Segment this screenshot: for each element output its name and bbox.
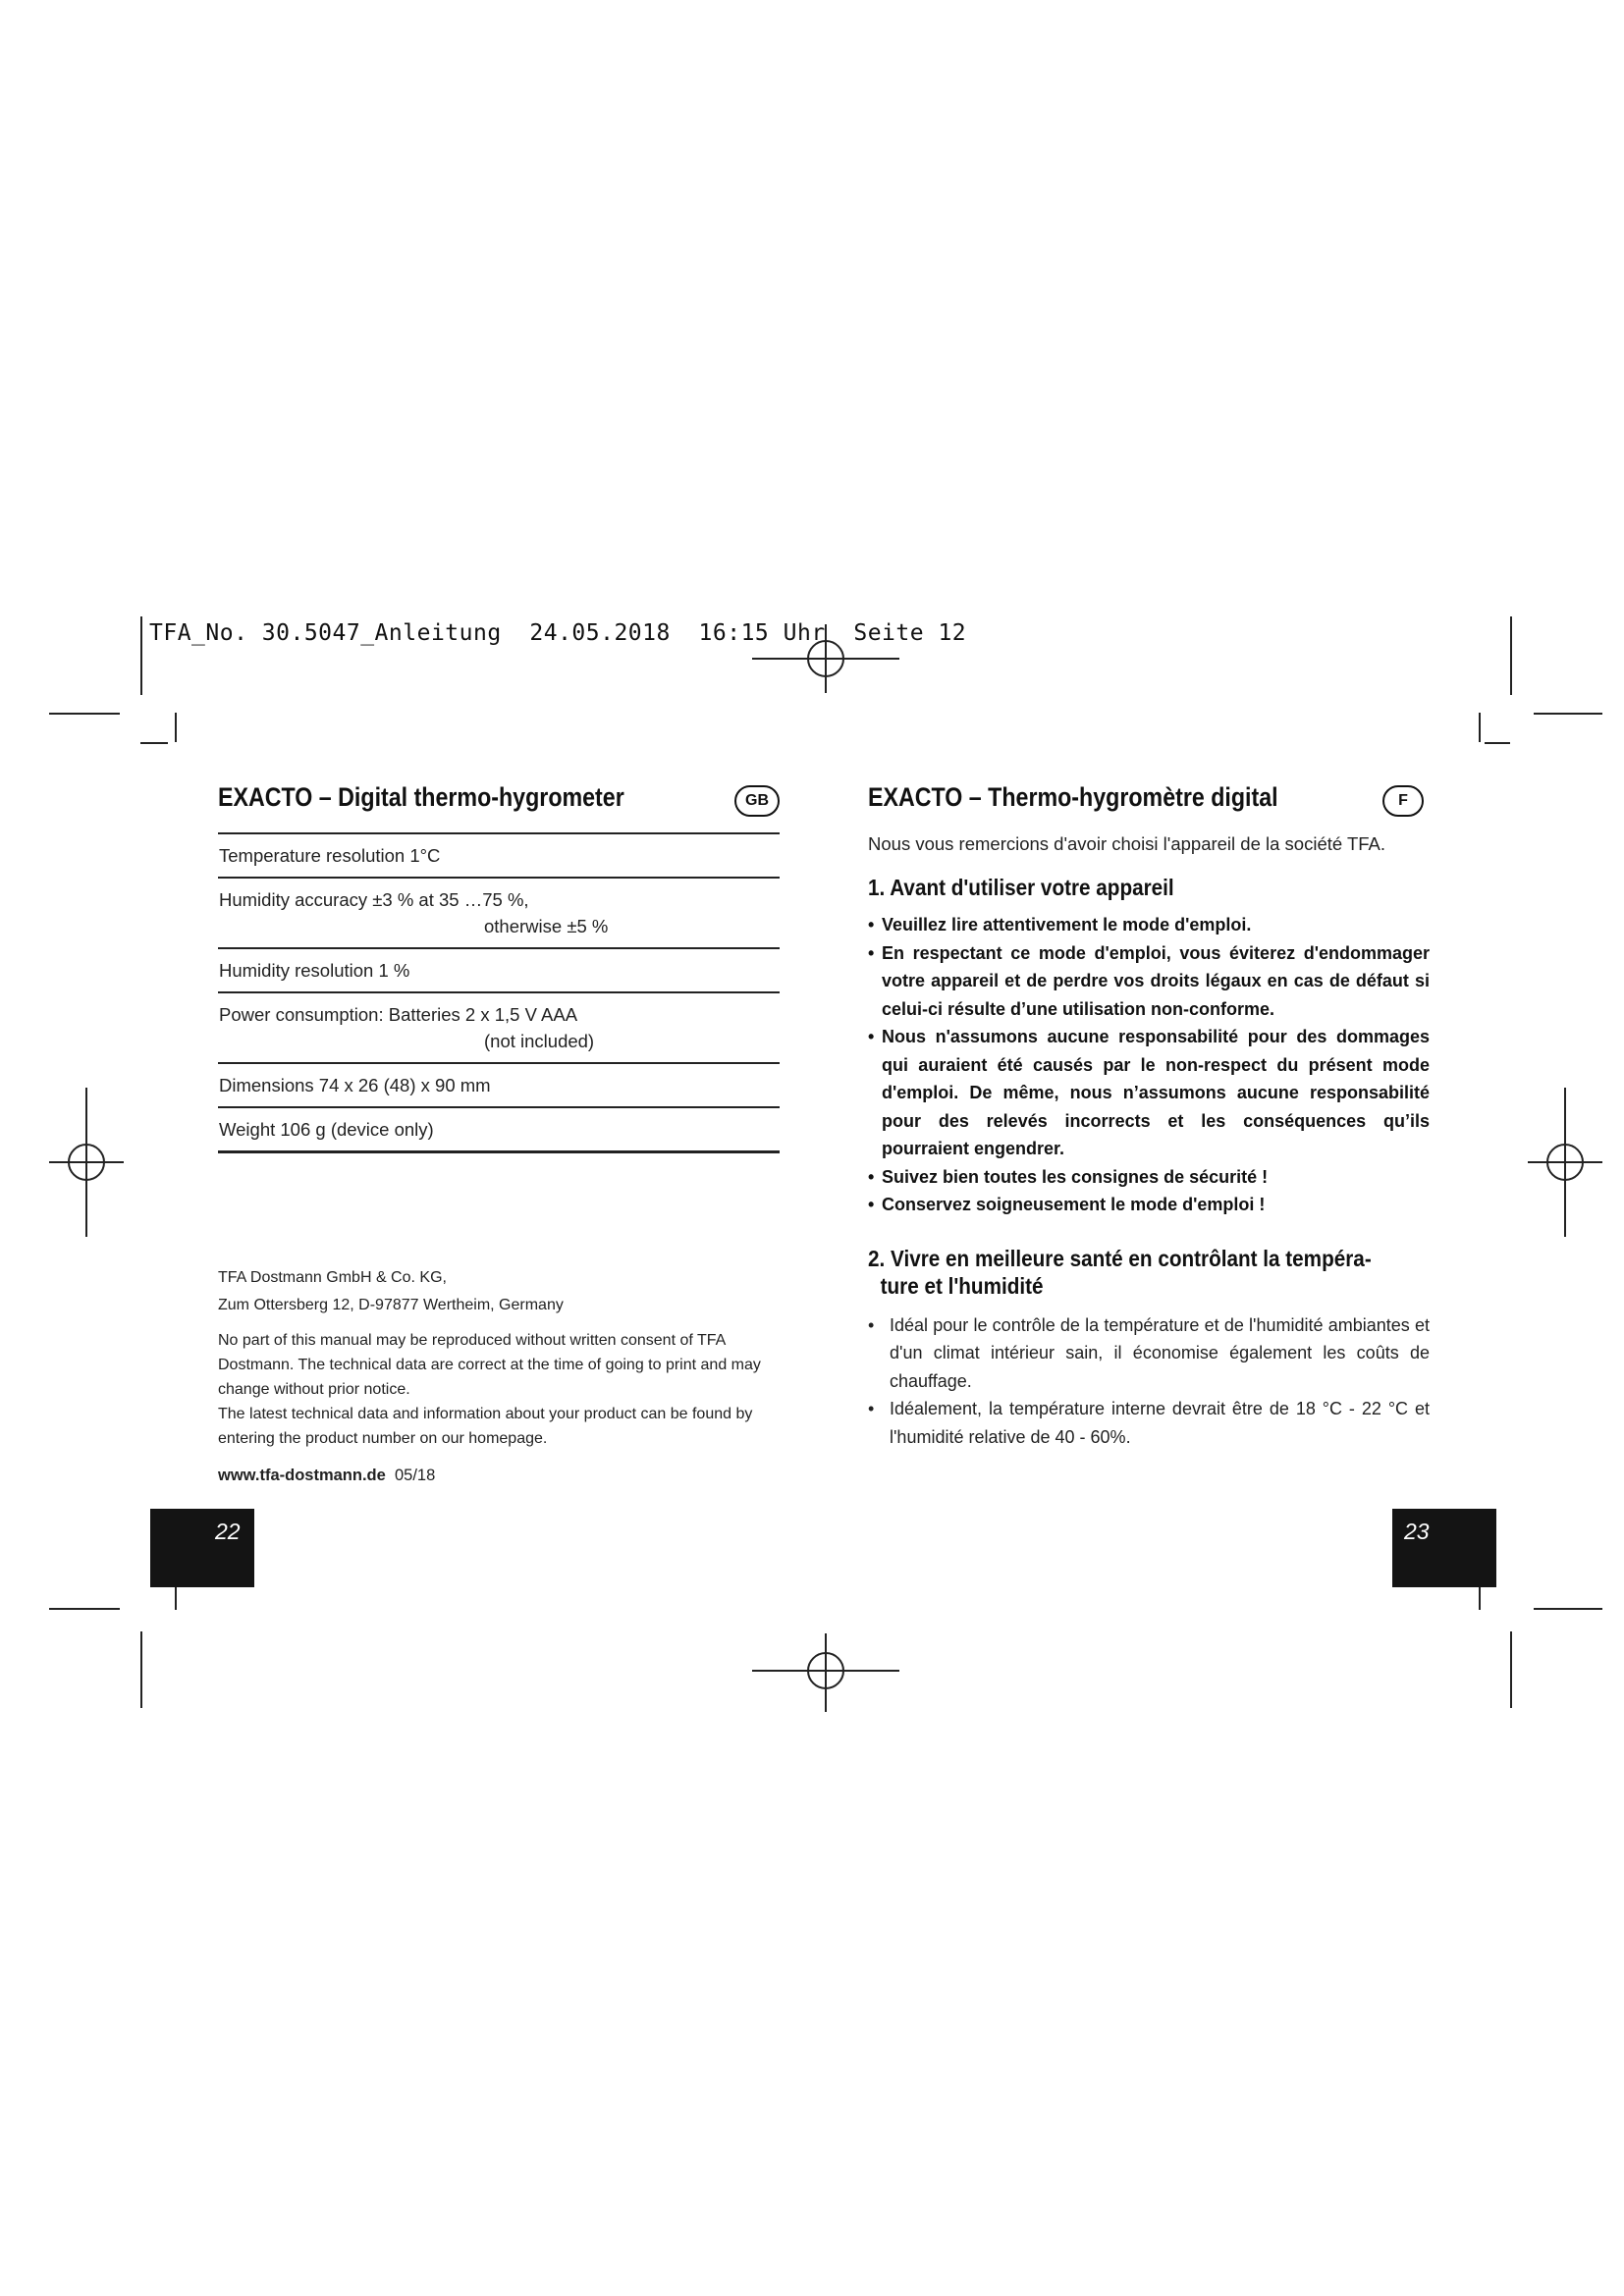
registration-mark-bottom [752,1633,899,1712]
section-2-heading-line-1: 2. Vivre en meilleure santé en contrôlant la tempéra- [868,1245,1372,1271]
list-item: • Veuillez lire attentivement le mode d'emploi. [868,911,1430,939]
spec-row [218,832,780,877]
legal-text-1: No part of this manual may be reproduced without written consent of TFA Dostmann. The technical data are correct at the time of going to print and may change without prior notice. [218,1332,761,1398]
list-item: • Suivez bien toutes les consignes de sécurité ! [868,1163,1430,1192]
edition: 05/18 [394,1467,436,1484]
spec-line: Humidity resolution 1 % [219,960,410,981]
section-2-heading-line-2: ture et l'humidité [880,1272,1044,1299]
company-address: Zum Ottersberg 12, D-97877 Wertheim, Germany [218,1297,564,1313]
registration-mark-left [49,1088,124,1237]
left-title-rest: – Digital thermo-hygrometer [312,782,624,812]
spec-table [218,832,780,1153]
legal-notice [218,1328,785,1451]
section-2-heading [868,1245,1430,1300]
spec-row [218,947,780,991]
section-1-heading: 1. Avant d'utiliser votre appareil [868,875,1174,900]
spec-line: Temperature resolution 1°C [219,845,441,866]
list-item: • Nous n'assumons aucune responsabilité pour des dommages qui auraient été causés par le non-respect du présent mode d'emploi. De même, nous n’assumons aucune responsabilité pour des relevés incorrects et les conséquences qu’ils pourraient engendrer. [868,1023,1430,1163]
section-2-list [868,1311,1430,1452]
list-item: • Idéal pour le contrôle de la température et de l'humidité ambiantes et d'un climat intérieur sain, il économise également les coûts de chauffage. [868,1311,1430,1396]
right-page-content [868,825,1430,1451]
spec-row [218,1106,780,1153]
right-title-brand: EXACTO [868,782,963,812]
intro-text: Nous vous remercions d'avoir choisi l'appareil de la société TFA. [868,833,1386,854]
right-page-title [868,782,1278,813]
page-number-left-text: 22 [215,1519,241,1544]
language-badge-f: F [1382,785,1424,817]
registration-mark-right [1528,1088,1602,1237]
spec-line-cont: otherwise ±5 % [484,916,609,936]
page-number-left [150,1509,254,1587]
left-page-title [218,782,624,813]
spec-row [218,877,780,947]
website-link[interactable]: www.tfa-dostmann.de [218,1467,386,1484]
company-info [218,1264,785,1319]
left-title-brand: EXACTO [218,782,313,812]
website-line [218,1467,435,1485]
spec-row [218,1062,780,1106]
language-badge-gb: GB [734,785,780,817]
print-stamp: TFA_No. 30.5047_Anleitung 24.05.2018 16:15 Uhr Seite 12 [149,620,967,646]
page-number-right-text: 23 [1404,1519,1430,1544]
spec-row [218,991,780,1062]
company-name: TFA Dostmann GmbH & Co. KG, [218,1269,447,1286]
list-item: • Conservez soigneusement le mode d'emploi ! [868,1191,1430,1219]
legal-text-2: The latest technical data and information about your product can be found by entering the product number on our homepage. [218,1406,753,1447]
spec-line: Power consumption: Batteries 2 x 1,5 V AAA [219,1004,578,1025]
spec-line: Humidity accuracy ±3 % at 35 …75 %, [219,889,529,910]
spec-line: Weight 106 g (device only) [219,1119,434,1140]
spec-line: Dimensions 74 x 26 (48) x 90 mm [219,1075,491,1095]
page-number-right [1392,1509,1496,1587]
registration-mark-top [752,624,899,693]
section-1-list [868,911,1430,1219]
list-item: • En respectant ce mode d'emploi, vous éviterez d'endommager votre appareil et de perdre vos droits légaux en cas de défaut si celui-ci résulte d’une utilisation non-conforme. [868,939,1430,1024]
list-item: • Idéalement, la température interne devrait être de 18 °C - 22 °C et l'humidité relative de 40 - 60%. [868,1395,1430,1451]
spec-line-cont: (not included) [484,1031,595,1051]
right-title-rest: – Thermo-hygromètre digital [962,782,1278,812]
